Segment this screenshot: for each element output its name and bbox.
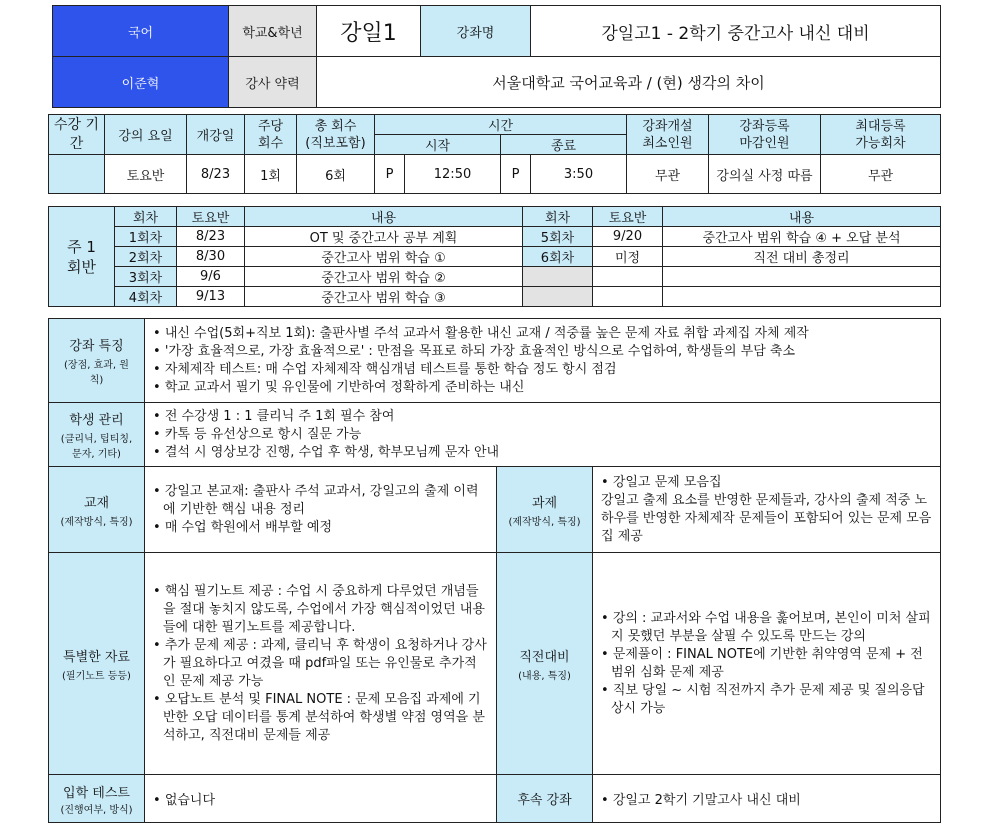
list-item: • 오답노트 분석 및 FINAL NOTE : 문제 모음집 과제에 기반한 오답 데이터를 통계 분석하여 학생별 약점 영역을 분석하고, 직전대비 문제들 제공 (153, 691, 488, 745)
management-label: 학생 관리 (69, 413, 124, 428)
list-item: • 내신 수업(5회+직보 1회): 출판사별 주석 교과서 활용한 내신 교재 / 적중률 높은 문제 자료 취합 과제집 자체 제작 (153, 325, 932, 343)
session-cell: 4회차 (115, 287, 177, 307)
textbook-content (145, 467, 497, 553)
entrance-label-cell (49, 775, 145, 823)
follow-up-label: 후속 강좌 (497, 775, 593, 823)
content-cell: 직전 대비 총정리 (663, 247, 941, 267)
max-header: 최대등록 가능회차 (821, 115, 941, 155)
deadline-header: 강좌등록 마감인원 (709, 115, 821, 155)
content-header-right: 내용 (663, 207, 941, 227)
follow-up-value: • 강일고 2학기 기말고사 내신 대비 (601, 789, 932, 808)
empty-cell (523, 287, 593, 307)
day-value: 토요반 (105, 155, 187, 194)
period-table (48, 114, 941, 194)
materials-sub: (필기노트 등등) (62, 670, 131, 682)
list-item: • '가장 효율적으로, 가장 효율적으로' : 만점을 목표로 하되 가장 효율적인 방식으로 수업하여, 학생들의 부담 축소 (153, 343, 932, 361)
list-item: • 자체제작 테스트: 매 수업 자체제작 핵심개념 테스트를 통한 학습 정도 항시 점검 (153, 361, 932, 379)
empty-cell (593, 267, 663, 287)
date-header-right: 토요반 (593, 207, 663, 227)
content-header: 내용 (245, 207, 523, 227)
min-header: 강좌개설 최소인원 (627, 115, 709, 155)
session-cell: 1회차 (115, 227, 177, 247)
features-label: 강좌 특징 (69, 339, 124, 354)
final-prep-content (593, 553, 941, 775)
min-value: 무관 (627, 155, 709, 194)
date-cell: 미정 (593, 247, 663, 267)
schedule-label: 주 1회반 (49, 207, 115, 307)
homework-sub: (제작방식, 특징) (508, 516, 581, 528)
total-header: 총 회수 (직보포함) (297, 115, 375, 155)
materials-label: 특별한 자료 (63, 649, 130, 665)
subject-title: 국어 (53, 6, 229, 57)
session-cell: 2회차 (115, 247, 177, 267)
content-cell: 중간고사 범위 학습 ① (245, 247, 523, 267)
textbook-sub: (제작방식, 특징) (60, 516, 133, 528)
content-cell: OT 및 중간고사 공부 계획 (245, 227, 523, 247)
profile-value: 서울대학교 국어교육과 / (현) 생각의 차이 (317, 57, 941, 108)
homework-label: 과제 (531, 495, 558, 511)
management-label-cell (49, 403, 145, 467)
weekly-value: 1회 (245, 155, 297, 194)
list-item: • 카톡 등 유선상으로 항시 질문 가능 (153, 426, 932, 444)
list-item: • 학교 교과서 필기 및 유인물에 기반하여 정확하게 준비하는 내신 (153, 379, 932, 397)
list-item: • 추가 문제 제공 : 과제, 클리닉 후 학생이 요청하거나 강사가 필요하다고 여겼을 때 pdf파일 또는 유인물로 추가적인 문제 제공 가능 (153, 637, 488, 691)
empty-cell (663, 287, 941, 307)
management-sub: (클리닉, 팁티칭, 문자, 기타) (60, 434, 133, 460)
follow-up-content (593, 775, 941, 823)
features-sub: (장점, 효과, 원칙) (64, 360, 129, 386)
entrance-value: • 없습니다 (153, 789, 488, 808)
list-item: • 매 수업 학원에서 배부할 예정 (153, 519, 488, 537)
profile-label: 강사 약력 (229, 57, 317, 108)
session-cell: 6회차 (523, 247, 593, 267)
entrance-label: 입학 테스트 (63, 785, 130, 801)
start-date-header: 개강일 (187, 115, 245, 155)
school-grade-label: 학교&학년 (229, 6, 317, 57)
header-table (52, 5, 941, 108)
features-content (145, 319, 941, 403)
period-label-cont (49, 155, 105, 194)
course-name-label: 강좌명 (421, 6, 531, 57)
date-cell: 8/30 (177, 247, 245, 267)
features-label-cell (49, 319, 145, 403)
session-cell: 3회차 (115, 267, 177, 287)
textbook-label: 교재 (83, 495, 110, 511)
teacher-name: 이준혁 (53, 57, 229, 108)
content-cell: 중간고사 범위 학습 ④ + 오답 분석 (663, 227, 941, 247)
course-name-value: 강일고1 - 2학기 중간고사 내신 대비 (531, 6, 941, 57)
session-header: 회차 (115, 207, 177, 227)
time-start-header: 시작 (375, 135, 501, 155)
list-item: • 강일고 본교재: 출판사 주석 교과서, 강일고의 출제 이력에 기반한 핵심 내용 정리 (153, 483, 488, 519)
list-item: • 전 수강생 1 : 1 클리닉 주 1회 필수 참여 (153, 408, 932, 426)
final-prep-sub: (내용, 특징) (518, 670, 571, 682)
schedule-table (48, 206, 941, 307)
end-ampm: P (501, 155, 531, 194)
entrance-content (145, 775, 497, 823)
list-item: • 강의 : 교과서와 수업 내용을 훑어보며, 본인이 미처 살피지 못했던 부분을 살필 수 있도록 만드는 강의 (601, 610, 932, 646)
deadline-value: 강의실 사정 따름 (709, 155, 821, 194)
date-cell: 9/6 (177, 267, 245, 287)
total-value: 6회 (297, 155, 375, 194)
period-label: 수강 기간 (49, 115, 105, 155)
final-prep-label-cell (497, 553, 593, 775)
date-header: 토요반 (177, 207, 245, 227)
list-item: • 문제풀이 : FINAL NOTE에 기반한 취약영역 문제 + 전 범위 심화 문제 제공 (601, 646, 932, 682)
materials-label-cell (49, 553, 145, 775)
school-grade-value: 강일1 (317, 6, 421, 57)
list-item: • 결석 시 영상보강 진행, 수업 후 학생, 학부모님께 문자 안내 (153, 444, 932, 462)
day-header: 강의 요일 (105, 115, 187, 155)
list-item: • 핵심 필기노트 제공 : 수업 시 중요하게 다루었던 개념들을 절대 놓치지 않도록, 수업에서 가장 핵심적이었던 내용들에 대한 필기노트를 제공합니다. (153, 583, 488, 637)
date-cell: 9/13 (177, 287, 245, 307)
textbook-label-cell (49, 467, 145, 553)
start-ampm: P (375, 155, 405, 194)
time-end-header: 종료 (501, 135, 627, 155)
list-item: • 강일고 문제 모음집 (601, 474, 932, 492)
end-time: 3:50 (531, 155, 627, 194)
empty-cell (663, 267, 941, 287)
materials-content (145, 553, 497, 775)
homework-label-cell (497, 467, 593, 553)
date-cell: 8/23 (177, 227, 245, 247)
time-header: 시간 (375, 115, 627, 135)
start-time: 12:50 (405, 155, 501, 194)
empty-cell (523, 267, 593, 287)
final-prep-label: 직전대비 (519, 649, 570, 665)
homework-text: 강일고 출제 요소를 반영한 문제들과, 강사의 출제 적중 노하우를 반영한 자체제작 문제들이 포함되어 있는 문제 모음집 제공 (601, 492, 932, 544)
entrance-sub: (진행여부, 방식) (60, 804, 133, 816)
homework-content (593, 467, 941, 553)
content-cell: 중간고사 범위 학습 ③ (245, 287, 523, 307)
management-content (145, 403, 941, 467)
weekly-header: 주당 회수 (245, 115, 297, 155)
details-table (48, 318, 941, 823)
session-header-right: 회차 (523, 207, 593, 227)
start-date-value: 8/23 (187, 155, 245, 194)
date-cell: 9/20 (593, 227, 663, 247)
empty-cell (593, 287, 663, 307)
content-cell: 중간고사 범위 학습 ② (245, 267, 523, 287)
list-item: • 직보 당일 ~ 시험 직전까지 추가 문제 제공 및 질의응답 상시 가능 (601, 682, 932, 718)
max-value: 무관 (821, 155, 941, 194)
session-cell: 5회차 (523, 227, 593, 247)
